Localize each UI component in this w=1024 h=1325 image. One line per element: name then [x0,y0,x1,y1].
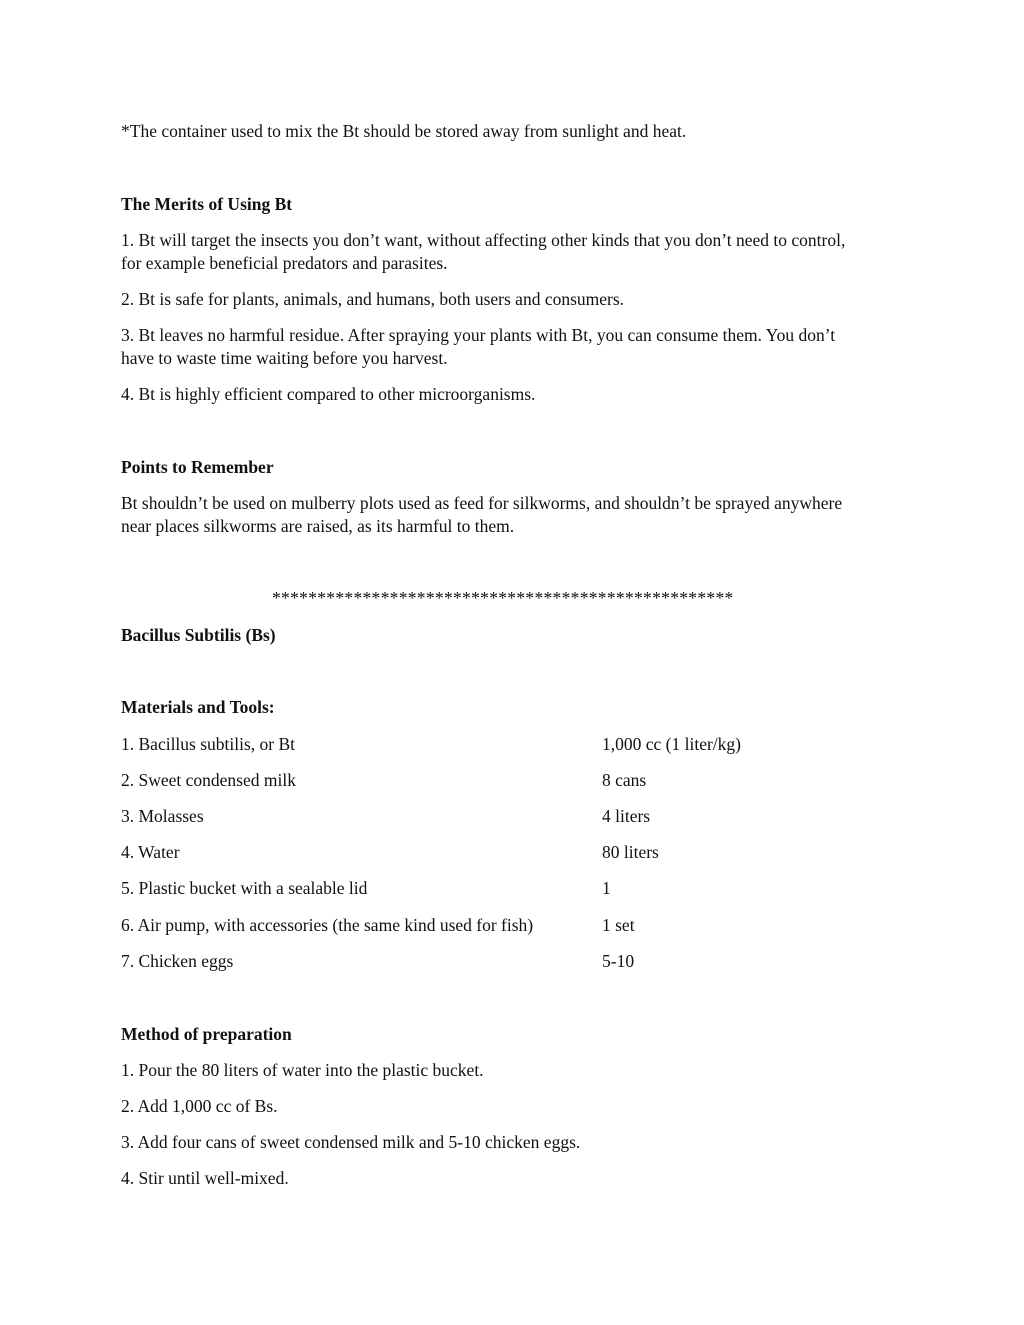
material-name: 3. Molasses [121,806,204,826]
points-heading: Points to Remember [121,457,274,477]
merits-heading: The Merits of Using Bt [121,194,293,214]
points-text-line-2: near places silkworms are raised, as its harmful to them. [121,516,515,536]
material-name: 2. Sweet condensed milk [121,770,296,790]
material-quantity: 1,000 cc (1 liter/kg) [602,734,741,754]
method-step: 1. Pour the 80 liters of water into the plastic bucket. [121,1060,484,1080]
merit-item-3-line-1: 3. Bt leaves no harmful residue. After spraying your plants with Bt, you can consume them. You don’t [121,325,836,345]
material-quantity: 5-10 [602,951,635,971]
material-quantity: 1 [602,878,611,898]
material-quantity: 4 liters [602,806,651,826]
section-separator: *************************************************** [272,588,734,608]
method-step: 2. Add 1,000 cc of Bs. [121,1096,278,1116]
merit-item-4: 4. Bt is highly efficient compared to other microorganisms. [121,384,536,404]
merit-item-2: 2. Bt is safe for plants, animals, and humans, both users and consumers. [121,289,625,309]
material-name: 6. Air pump, with accessories (the same kind used for fish) [121,915,534,935]
points-text-line-1: Bt shouldn’t be used on mulberry plots used as feed for silkworms, and shouldn’t be sprayed anywhere [121,493,843,513]
material-name: 4. Water [121,842,180,862]
bs-heading: Bacillus Subtilis (Bs) [121,625,276,645]
method-heading: Method of preparation [121,1024,292,1044]
method-step: 4. Stir until well-mixed. [121,1168,289,1188]
material-quantity: 8 cans [602,770,647,790]
material-name: 5. Plastic bucket with a sealable lid [121,878,368,898]
materials-heading: Materials and Tools: [121,697,275,717]
material-name: 1. Bacillus subtilis, or Bt [121,734,296,754]
material-quantity: 1 set [602,915,635,935]
merit-item-3-line-2: have to waste time waiting before you harvest. [121,348,448,368]
merit-item-1-line-2: for example beneficial predators and parasites. [121,253,448,273]
material-name: 7. Chicken eggs [121,951,234,971]
material-quantity: 80 liters [602,842,659,862]
method-step: 3. Add four cans of sweet condensed milk and 5-10 chicken eggs. [121,1132,581,1152]
storage-note: *The container used to mix the Bt should be stored away from sunlight and heat. [121,121,687,141]
merit-item-1-line-1: 1. Bt will target the insects you don’t want, without affecting other kinds that you don’t need to control, [121,230,846,250]
